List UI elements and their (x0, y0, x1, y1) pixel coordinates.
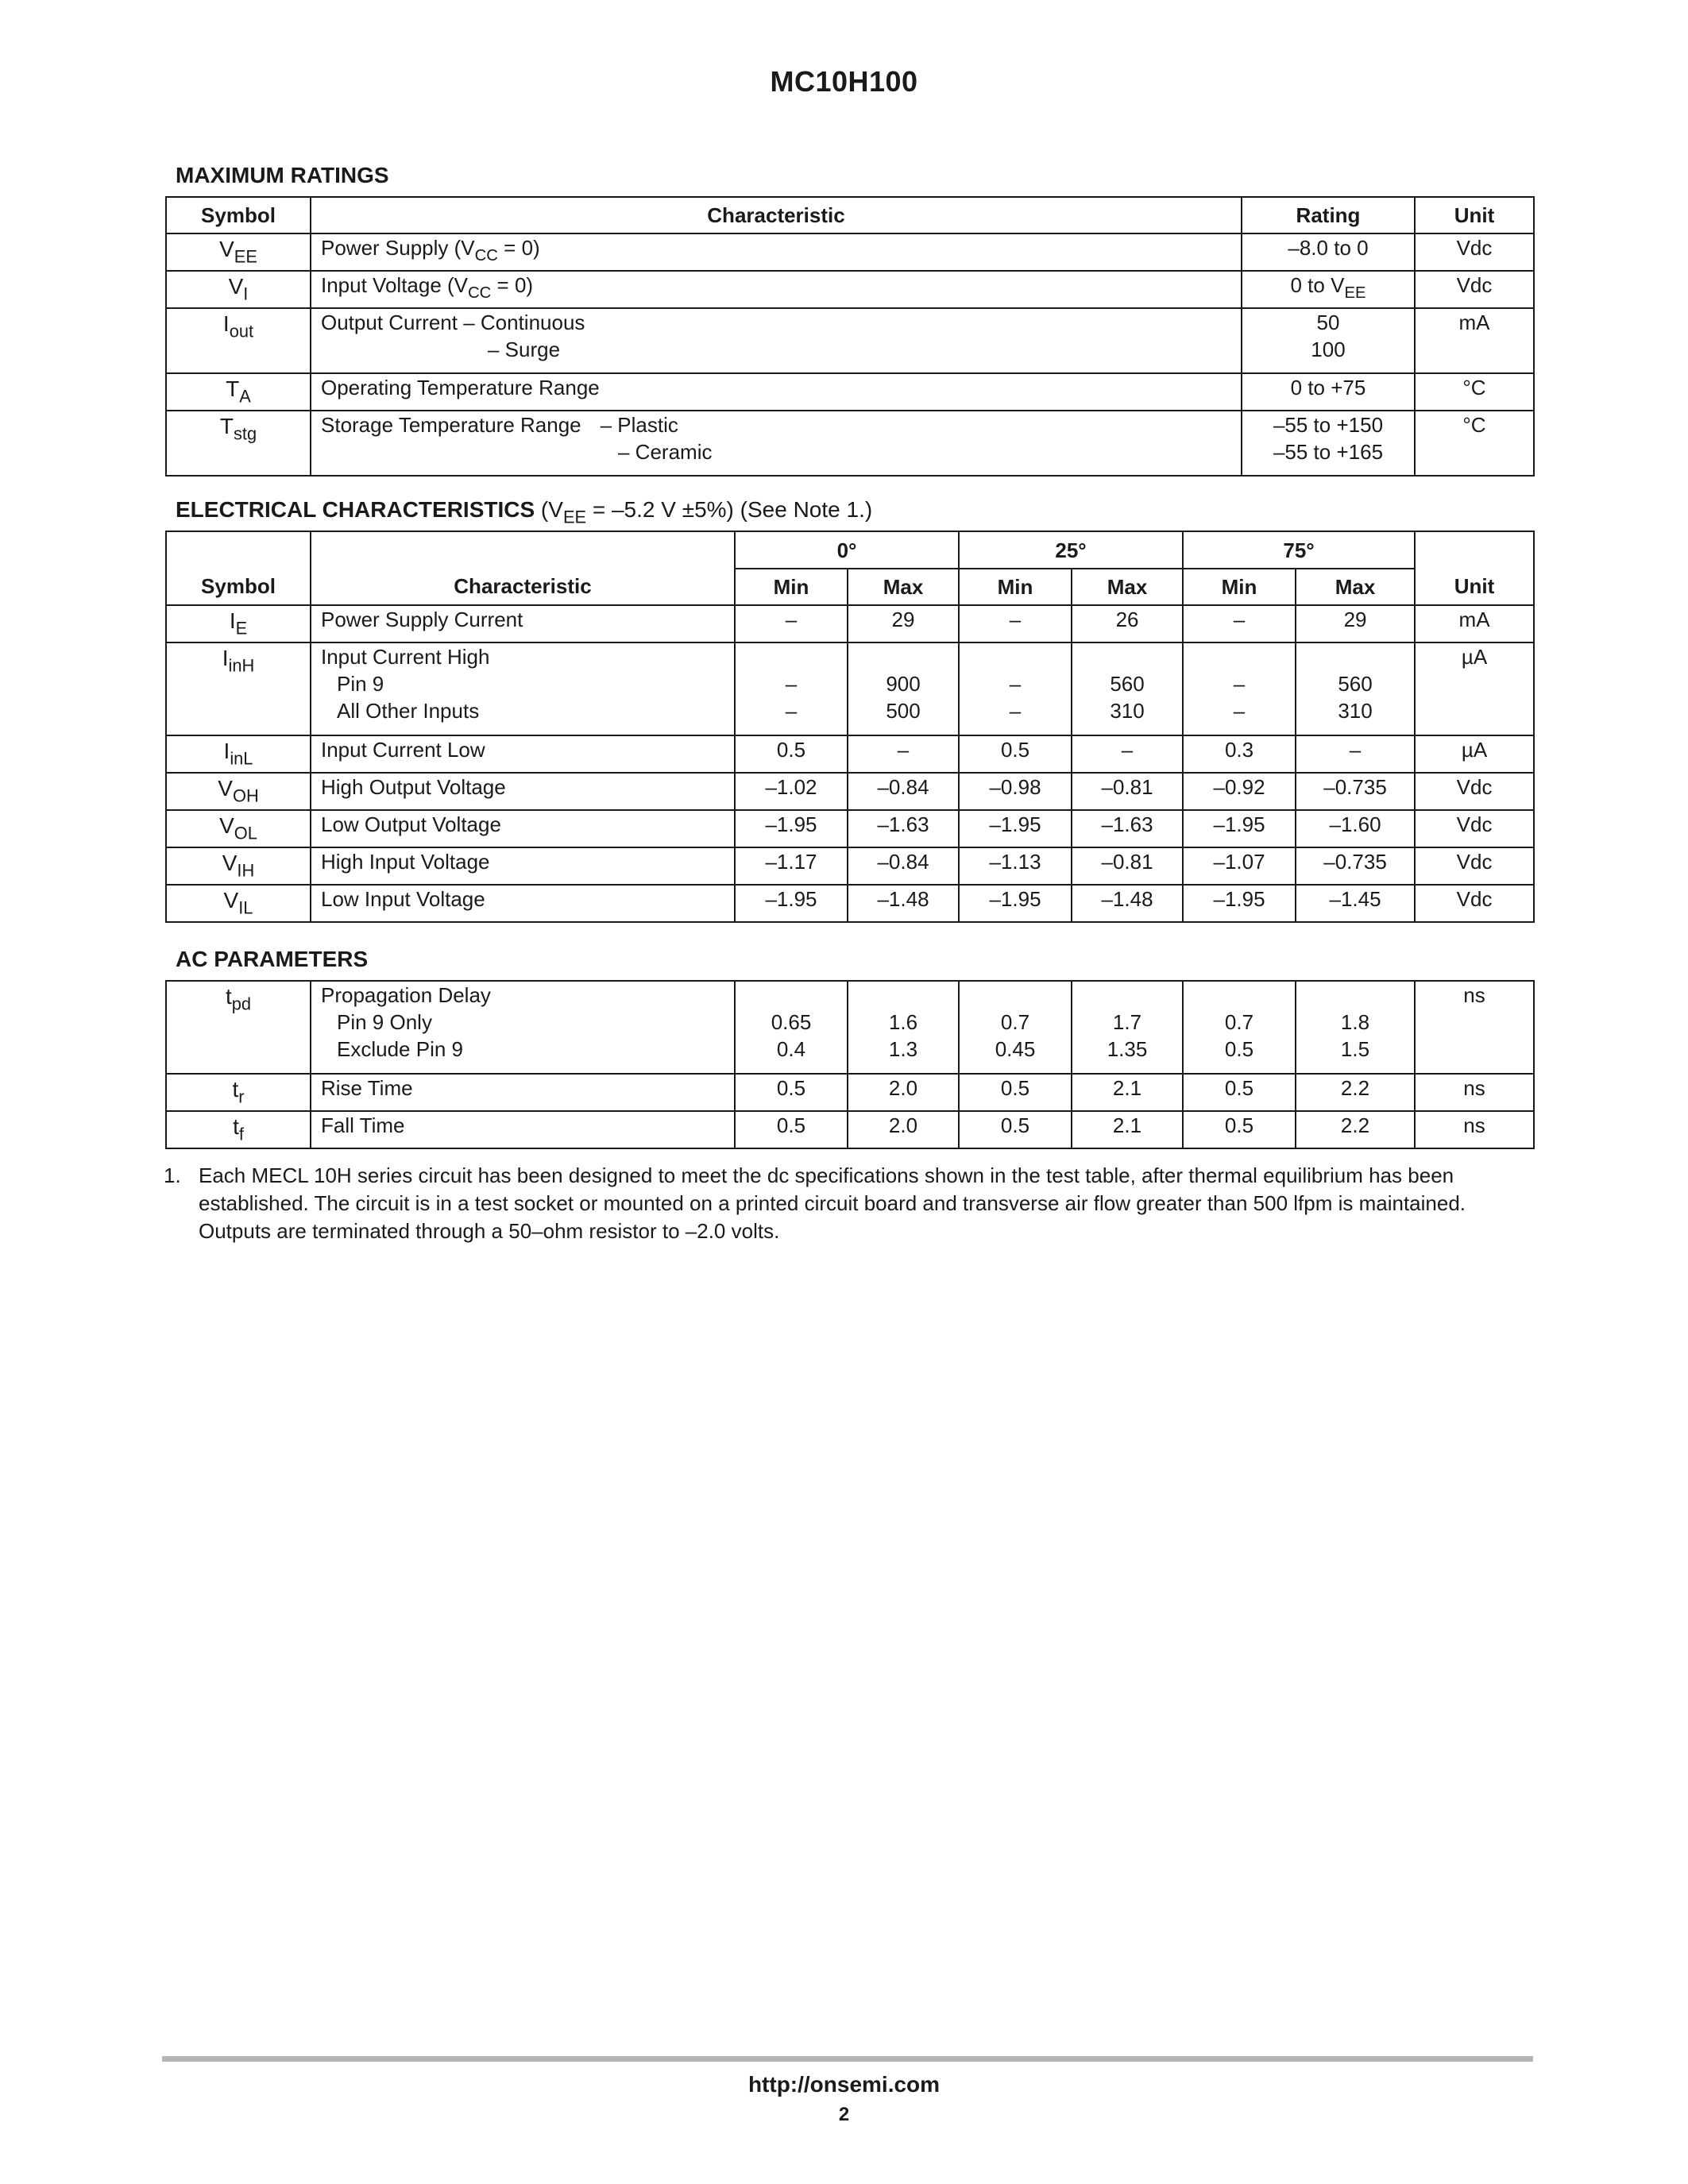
value-cell: –0.84 (848, 773, 959, 810)
characteristic-cell: Output Current – Continuous – Surge (311, 308, 1242, 373)
max-ratings-row (166, 233, 1534, 271)
temp-header-25: 25° (959, 531, 1183, 569)
unit-cell: Vdc (1415, 271, 1534, 308)
header-min: Min (735, 569, 848, 605)
characteristic-cell: Power Supply $(V_{CC} = 0)$ (311, 233, 1242, 271)
header-max: Max (1296, 569, 1415, 605)
electrical-row (166, 810, 1534, 847)
characteristic-cell: Propagation Delay Pin 9 Only Exclude Pin 9 (311, 981, 735, 1074)
value-cell: –1.45 (1296, 885, 1415, 922)
characteristic-cell: Input Current Low (311, 735, 735, 773)
value-cell: 29 (848, 605, 959, 642)
value-cell: – (959, 605, 1072, 642)
header-unit: Unit (1415, 197, 1534, 233)
symbol-cell: $t_{pd}$ (166, 981, 311, 1074)
characteristic-cell: Rise Time (311, 1074, 735, 1111)
unit-cell: °C (1415, 411, 1534, 476)
rating-cell: 0 to +75 (1242, 373, 1415, 411)
value-cell: –1.95 (735, 810, 848, 847)
value-cell: 1.6 1.3 (848, 981, 959, 1074)
electrical-row (166, 847, 1534, 885)
value-cell: –0.81 (1072, 773, 1183, 810)
symbol-cell: $V_{OH}$ (166, 773, 311, 810)
value-cell: 0.5 (735, 1111, 848, 1148)
unit-cell: µA (1415, 735, 1534, 773)
symbol-cell: $V_{OL}$ (166, 810, 311, 847)
unit-cell: Vdc (1415, 233, 1534, 271)
value-cell: –1.95 (1183, 885, 1296, 922)
unit-cell: ns (1415, 981, 1534, 1074)
temp-header-75: 75° (1183, 531, 1415, 569)
value-cell: –0.735 (1296, 847, 1415, 885)
symbol-cell: $t_r$ (166, 1074, 311, 1111)
characteristic-cell: Input Voltage $(V_{CC} = 0)$ (311, 271, 1242, 308)
symbol-cell: $T_{stg}$ (166, 411, 311, 476)
value-cell: –1.63 (1072, 810, 1183, 847)
symbol-cell: $I_E$ (166, 605, 311, 642)
symbol-cell: $I_{out}$ (166, 308, 311, 373)
value-cell: 1.8 1.5 (1296, 981, 1415, 1074)
value-cell: –0.84 (848, 847, 959, 885)
ac-row (166, 1074, 1534, 1111)
footnote-number: 1. (164, 1163, 181, 1187)
header-characteristic: Characteristic (311, 197, 1242, 233)
characteristic-cell: Low Output Voltage (311, 810, 735, 847)
unit-cell: °C (1415, 373, 1534, 411)
value-cell: –1.02 (735, 773, 848, 810)
value-cell: 0.7 0.45 (959, 981, 1072, 1074)
characteristic-cell: High Output Voltage (311, 773, 735, 810)
value-cell: –1.48 (1072, 885, 1183, 922)
value-cell: 2.0 (848, 1074, 959, 1111)
value-cell: 2.1 (1072, 1074, 1183, 1111)
header-unit: Unit (1415, 531, 1534, 605)
unit-cell: mA (1415, 308, 1534, 373)
temperature-header-row (166, 531, 1534, 569)
value-cell: – – (959, 642, 1072, 735)
value-cell: 2.0 (848, 1111, 959, 1148)
value-cell: –1.13 (959, 847, 1072, 885)
value-cell: 0.5 (1183, 1111, 1296, 1148)
value-cell: –1.95 (1183, 810, 1296, 847)
max-ratings-heading: MAXIMUM RATINGS (176, 163, 389, 187)
ac-parameters-heading: AC PARAMETERS (176, 947, 369, 971)
electrical-table (165, 531, 1535, 923)
max-ratings-row (166, 271, 1534, 308)
symbol-cell: $I_{inL}$ (166, 735, 311, 773)
ac-row (166, 1111, 1534, 1148)
value-cell: 0.5 (1183, 1074, 1296, 1111)
characteristic-cell: Operating Temperature Range (311, 373, 1242, 411)
value-cell: 0.3 (1183, 735, 1296, 773)
page-number: 2 (838, 2104, 850, 2125)
value-cell: 0.5 (959, 1111, 1072, 1148)
value-cell: –1.95 (959, 810, 1072, 847)
symbol-cell: $t_f$ (166, 1111, 311, 1148)
characteristic-cell: Fall Time (311, 1111, 735, 1148)
document-title: MC10H100 (770, 65, 918, 98)
value-cell: –0.735 (1296, 773, 1415, 810)
value-cell: 29 (1296, 605, 1415, 642)
electrical-row (166, 605, 1534, 642)
electrical-row (166, 773, 1534, 810)
header-min: Min (1183, 569, 1296, 605)
value-cell: 0.5 (735, 1074, 848, 1111)
temp-header-0: 0° (735, 531, 959, 569)
symbol-cell: $V_I$ (166, 271, 311, 308)
electrical-heading: ELECTRICAL CHARACTERISTICS ($V_{EE} = -5.2$ V ±5%) (See Note 1.) (176, 497, 873, 527)
max-ratings-row (166, 411, 1534, 476)
unit-cell: Vdc (1415, 847, 1534, 885)
value-cell: 560 310 (1072, 642, 1183, 735)
header-max: Max (848, 569, 959, 605)
value-cell: 2.1 (1072, 1111, 1183, 1148)
unit-cell: ns (1415, 1111, 1534, 1148)
footer-url-link[interactable]: http://onsemi.com (747, 2072, 941, 2097)
value-cell: 900 500 (848, 642, 959, 735)
unit-cell: Vdc (1415, 885, 1534, 922)
value-cell: – (1072, 735, 1183, 773)
value-cell: 2.2 (1296, 1074, 1415, 1111)
header-symbol: Symbol (166, 197, 311, 233)
characteristic-cell: Power Supply Current (311, 605, 735, 642)
value-cell: –0.98 (959, 773, 1072, 810)
value-cell: –1.60 (1296, 810, 1415, 847)
value-cell: –0.92 (1183, 773, 1296, 810)
electrical-row (166, 642, 1534, 735)
rating-cell: –55 to +150 –55 to +165 (1242, 411, 1415, 476)
value-cell: –1.48 (848, 885, 959, 922)
max-ratings-row (166, 373, 1534, 411)
symbol-cell: $V_{IH}$ (166, 847, 311, 885)
value-cell: –1.17 (735, 847, 848, 885)
value-cell: – (735, 605, 848, 642)
value-cell: 26 (1072, 605, 1183, 642)
value-cell: – – (735, 642, 848, 735)
value-cell: –1.95 (735, 885, 848, 922)
max-ratings-header-row (166, 197, 1534, 233)
value-cell: 0.5 (959, 1074, 1072, 1111)
footnote-text: Each MECL 10H series circuit has been designed to meet the dc specifications shown in the test table, after thermal equilibrium has been established. The circuit is in a test socket or mounted on a printed circuit board and transverse air flow greater than 500 lfpm is maintained. Outputs are terminated through a 50–ohm resistor to –2.0 volts. (199, 1163, 1466, 1243)
value-cell: – (1296, 735, 1415, 773)
symbol-cell: $I_{inH}$ (166, 642, 311, 735)
unit-cell: Vdc (1415, 810, 1534, 847)
characteristic-cell: Storage Temperature Range – Plastic – Ceramic (311, 411, 1242, 476)
value-cell: –1.95 (959, 885, 1072, 922)
header-min: Min (959, 569, 1072, 605)
value-cell: 0.7 0.5 (1183, 981, 1296, 1074)
header-characteristic: Characteristic (311, 531, 735, 605)
symbol-cell: $V_{IL}$ (166, 885, 311, 922)
symbol-cell: $T_A$ (166, 373, 311, 411)
characteristic-cell: High Input Voltage (311, 847, 735, 885)
value-cell: 2.2 (1296, 1111, 1415, 1148)
unit-cell: µA (1415, 642, 1534, 735)
value-cell: – (848, 735, 959, 773)
rating-cell: 0 to $V_{EE}$ (1242, 271, 1415, 308)
electrical-row (166, 885, 1534, 922)
characteristic-cell: Input Current High Pin 9 All Other Inputs (311, 642, 735, 735)
unit-cell: mA (1415, 605, 1534, 642)
value-cell: 0.5 (735, 735, 848, 773)
max-ratings-table (165, 196, 1535, 477)
ac-parameters-table (165, 980, 1535, 1149)
footer-divider (162, 2056, 1533, 2062)
electrical-row (166, 735, 1534, 773)
rating-cell: 50 100 (1242, 308, 1415, 373)
footnote (164, 1162, 1538, 1245)
unit-cell: Vdc (1415, 773, 1534, 810)
value-cell: –1.07 (1183, 847, 1296, 885)
value-cell: 560 310 (1296, 642, 1415, 735)
value-cell: – (1183, 605, 1296, 642)
symbol-cell: $V_{EE}$ (166, 233, 311, 271)
value-cell: – – (1183, 642, 1296, 735)
value-cell: –1.63 (848, 810, 959, 847)
header-symbol: Symbol (166, 531, 311, 605)
header-rating: Rating (1242, 197, 1415, 233)
rating-cell: –8.0 to 0 (1242, 233, 1415, 271)
characteristic-cell: Low Input Voltage (311, 885, 735, 922)
value-cell: –0.81 (1072, 847, 1183, 885)
value-cell: 0.65 0.4 (735, 981, 848, 1074)
value-cell: 1.7 1.35 (1072, 981, 1183, 1074)
unit-cell: ns (1415, 1074, 1534, 1111)
header-max: Max (1072, 569, 1183, 605)
max-ratings-row (166, 308, 1534, 373)
ac-row (166, 981, 1534, 1074)
value-cell: 0.5 (959, 735, 1072, 773)
